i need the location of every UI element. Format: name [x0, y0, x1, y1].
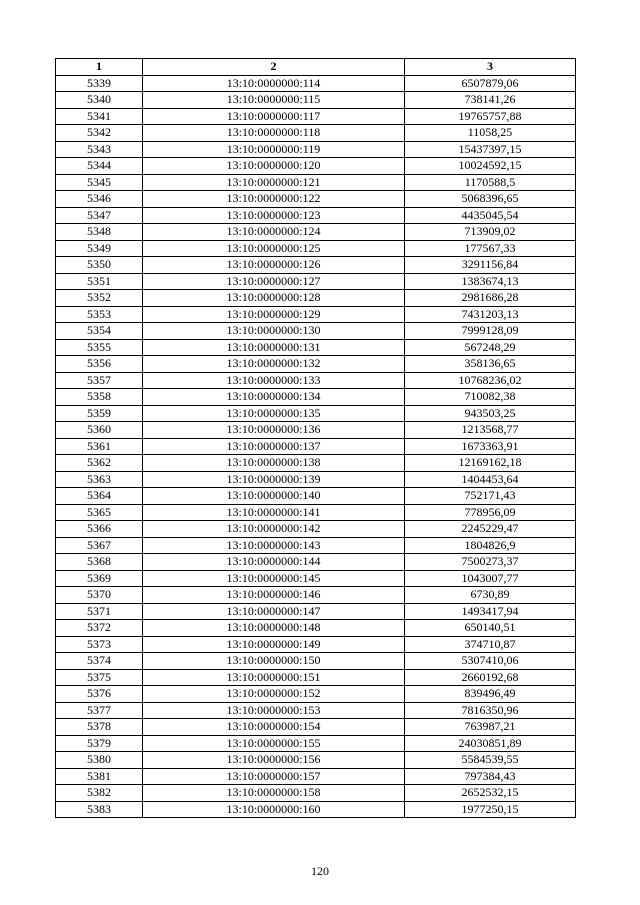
value-cell: 15437397,15: [405, 141, 576, 158]
cadastral-number-cell: 13:10:0000000:134: [143, 389, 405, 406]
row-number-cell: 5339: [56, 75, 143, 92]
row-number-cell: 5369: [56, 570, 143, 587]
data-table: [55, 58, 576, 818]
value-cell: 19765757,88: [405, 108, 576, 125]
value-cell: 567248,29: [405, 339, 576, 356]
cadastral-number-cell: 13:10:0000000:158: [143, 785, 405, 802]
row-number-cell: 5347: [56, 207, 143, 224]
header-row: [56, 59, 576, 76]
cadastral-number-cell: 13:10:0000000:123: [143, 207, 405, 224]
row-number-cell: 5382: [56, 785, 143, 802]
value-cell: 2652532,15: [405, 785, 576, 802]
table-row: [56, 405, 576, 422]
table-row: [56, 191, 576, 208]
row-number-cell: 5340: [56, 92, 143, 109]
table-row: [56, 603, 576, 620]
table-row: [56, 339, 576, 356]
value-cell: 778956,09: [405, 504, 576, 521]
table-row: [56, 785, 576, 802]
cadastral-number-cell: 13:10:0000000:142: [143, 521, 405, 538]
value-cell: 5584539,55: [405, 752, 576, 769]
row-number-cell: 5380: [56, 752, 143, 769]
table-row: [56, 587, 576, 604]
table-row: [56, 224, 576, 241]
row-number-cell: 5374: [56, 653, 143, 670]
value-cell: 5068396,65: [405, 191, 576, 208]
cadastral-number-cell: 13:10:0000000:154: [143, 719, 405, 736]
row-number-cell: 5349: [56, 240, 143, 257]
table-row: [56, 735, 576, 752]
table-row: [56, 702, 576, 719]
table-row: [56, 504, 576, 521]
cadastral-number-cell: 13:10:0000000:122: [143, 191, 405, 208]
cadastral-number-cell: 13:10:0000000:124: [143, 224, 405, 241]
table-row: [56, 768, 576, 785]
cadastral-number-cell: 13:10:0000000:139: [143, 471, 405, 488]
value-cell: 11058,25: [405, 125, 576, 142]
table-row: [56, 636, 576, 653]
value-cell: 2981686,28: [405, 290, 576, 307]
row-number-cell: 5350: [56, 257, 143, 274]
row-number-cell: 5345: [56, 174, 143, 191]
value-cell: 1043007,77: [405, 570, 576, 587]
row-number-cell: 5352: [56, 290, 143, 307]
value-cell: 1673363,91: [405, 438, 576, 455]
row-number-cell: 5358: [56, 389, 143, 406]
value-cell: 752171,43: [405, 488, 576, 505]
row-number-cell: 5376: [56, 686, 143, 703]
value-cell: 839496,49: [405, 686, 576, 703]
row-number-cell: 5361: [56, 438, 143, 455]
row-number-cell: 5372: [56, 620, 143, 637]
cadastral-number-cell: 13:10:0000000:148: [143, 620, 405, 637]
table-row: [56, 240, 576, 257]
table-row: [56, 554, 576, 571]
table-row: [56, 372, 576, 389]
row-number-cell: 5365: [56, 504, 143, 521]
value-cell: 6730,89: [405, 587, 576, 604]
value-cell: 797384,43: [405, 768, 576, 785]
value-cell: 650140,51: [405, 620, 576, 637]
cadastral-number-cell: 13:10:0000000:119: [143, 141, 405, 158]
row-number-cell: 5357: [56, 372, 143, 389]
value-cell: 1804826,9: [405, 537, 576, 554]
cadastral-number-cell: 13:10:0000000:140: [143, 488, 405, 505]
cadastral-number-cell: 13:10:0000000:151: [143, 669, 405, 686]
cadastral-number-cell: 13:10:0000000:126: [143, 257, 405, 274]
cadastral-number-cell: 13:10:0000000:136: [143, 422, 405, 439]
cadastral-number-cell: 13:10:0000000:135: [143, 405, 405, 422]
cadastral-number-cell: 13:10:0000000:152: [143, 686, 405, 703]
value-cell: 738141,26: [405, 92, 576, 109]
cadastral-number-cell: 13:10:0000000:128: [143, 290, 405, 307]
table-row: [56, 75, 576, 92]
cadastral-number-cell: 13:10:0000000:117: [143, 108, 405, 125]
table-row: [56, 669, 576, 686]
cadastral-number-cell: 13:10:0000000:138: [143, 455, 405, 472]
value-cell: 7999128,09: [405, 323, 576, 340]
cadastral-number-cell: 13:10:0000000:129: [143, 306, 405, 323]
column-header-2: 2: [143, 59, 405, 76]
row-number-cell: 5343: [56, 141, 143, 158]
cadastral-number-cell: 13:10:0000000:141: [143, 504, 405, 521]
value-cell: 4435045,54: [405, 207, 576, 224]
row-number-cell: 5341: [56, 108, 143, 125]
value-cell: 1404453,64: [405, 471, 576, 488]
table-row: [56, 620, 576, 637]
cadastral-number-cell: 13:10:0000000:155: [143, 735, 405, 752]
cadastral-number-cell: 13:10:0000000:131: [143, 339, 405, 356]
row-number-cell: 5371: [56, 603, 143, 620]
value-cell: 358136,65: [405, 356, 576, 373]
row-number-cell: 5351: [56, 273, 143, 290]
value-cell: 3291156,84: [405, 257, 576, 274]
table-row: [56, 455, 576, 472]
table-row: [56, 356, 576, 373]
value-cell: 713909,02: [405, 224, 576, 241]
cadastral-number-cell: 13:10:0000000:147: [143, 603, 405, 620]
table-row: [56, 719, 576, 736]
table-row: [56, 752, 576, 769]
value-cell: 1493417,94: [405, 603, 576, 620]
table-row: [56, 108, 576, 125]
table-row: [56, 537, 576, 554]
cadastral-number-cell: 13:10:0000000:115: [143, 92, 405, 109]
row-number-cell: 5364: [56, 488, 143, 505]
value-cell: 177567,33: [405, 240, 576, 257]
value-cell: 943503,25: [405, 405, 576, 422]
table-row: [56, 570, 576, 587]
table-row: [56, 290, 576, 307]
cadastral-number-cell: 13:10:0000000:114: [143, 75, 405, 92]
row-number-cell: 5368: [56, 554, 143, 571]
row-number-cell: 5383: [56, 801, 143, 818]
value-cell: 24030851,89: [405, 735, 576, 752]
row-number-cell: 5370: [56, 587, 143, 604]
row-number-cell: 5356: [56, 356, 143, 373]
cadastral-number-cell: 13:10:0000000:143: [143, 537, 405, 554]
row-number-cell: 5342: [56, 125, 143, 142]
table-row: [56, 653, 576, 670]
cadastral-number-cell: 13:10:0000000:150: [143, 653, 405, 670]
row-number-cell: 5373: [56, 636, 143, 653]
row-number-cell: 5359: [56, 405, 143, 422]
value-cell: 5307410,06: [405, 653, 576, 670]
cadastral-number-cell: 13:10:0000000:127: [143, 273, 405, 290]
row-number-cell: 5378: [56, 719, 143, 736]
row-number-cell: 5346: [56, 191, 143, 208]
row-number-cell: 5367: [56, 537, 143, 554]
table-row: [56, 257, 576, 274]
column-header-1: 1: [56, 59, 143, 76]
table-row: [56, 389, 576, 406]
table-row: [56, 141, 576, 158]
table-row: [56, 306, 576, 323]
row-number-cell: 5360: [56, 422, 143, 439]
cadastral-number-cell: 13:10:0000000:160: [143, 801, 405, 818]
page-number: 120: [311, 864, 329, 878]
value-cell: 1170588,5: [405, 174, 576, 191]
value-cell: 10768236,02: [405, 372, 576, 389]
cadastral-number-cell: 13:10:0000000:137: [143, 438, 405, 455]
row-number-cell: 5366: [56, 521, 143, 538]
table-header: [56, 59, 576, 76]
row-number-cell: 5354: [56, 323, 143, 340]
table-row: [56, 158, 576, 175]
row-number-cell: 5344: [56, 158, 143, 175]
cadastral-number-cell: 13:10:0000000:144: [143, 554, 405, 571]
cadastral-number-cell: 13:10:0000000:149: [143, 636, 405, 653]
value-cell: 2660192,68: [405, 669, 576, 686]
row-number-cell: 5377: [56, 702, 143, 719]
cadastral-number-cell: 13:10:0000000:157: [143, 768, 405, 785]
row-number-cell: 5381: [56, 768, 143, 785]
cadastral-number-cell: 13:10:0000000:125: [143, 240, 405, 257]
value-cell: 1383674,13: [405, 273, 576, 290]
value-cell: 12169162,18: [405, 455, 576, 472]
row-number-cell: 5375: [56, 669, 143, 686]
table-row: [56, 686, 576, 703]
value-cell: 6507879,06: [405, 75, 576, 92]
cadastral-number-cell: 13:10:0000000:130: [143, 323, 405, 340]
cadastral-number-cell: 13:10:0000000:156: [143, 752, 405, 769]
value-cell: 1977250,15: [405, 801, 576, 818]
column-header-3: 3: [405, 59, 576, 76]
value-cell: 1213568,77: [405, 422, 576, 439]
table-row: [56, 521, 576, 538]
row-number-cell: 5348: [56, 224, 143, 241]
cadastral-number-cell: 13:10:0000000:118: [143, 125, 405, 142]
row-number-cell: 5379: [56, 735, 143, 752]
row-number-cell: 5355: [56, 339, 143, 356]
table-row: [56, 488, 576, 505]
row-number-cell: 5362: [56, 455, 143, 472]
cadastral-number-cell: 13:10:0000000:121: [143, 174, 405, 191]
table-row: [56, 323, 576, 340]
value-cell: 10024592,15: [405, 158, 576, 175]
value-cell: 7816350,96: [405, 702, 576, 719]
cadastral-number-cell: 13:10:0000000:153: [143, 702, 405, 719]
table-row: [56, 125, 576, 142]
cadastral-number-cell: 13:10:0000000:120: [143, 158, 405, 175]
value-cell: 2245229,47: [405, 521, 576, 538]
cadastral-number-cell: 13:10:0000000:145: [143, 570, 405, 587]
row-number-cell: 5353: [56, 306, 143, 323]
value-cell: 7431203,13: [405, 306, 576, 323]
value-cell: 710082,38: [405, 389, 576, 406]
table-row: [56, 471, 576, 488]
document-table-container: [55, 58, 575, 818]
value-cell: 7500273,37: [405, 554, 576, 571]
cadastral-number-cell: 13:10:0000000:133: [143, 372, 405, 389]
cadastral-number-cell: 13:10:0000000:146: [143, 587, 405, 604]
table-row: [56, 92, 576, 109]
value-cell: 763987,21: [405, 719, 576, 736]
table-row: [56, 207, 576, 224]
table-row: [56, 273, 576, 290]
row-number-cell: 5363: [56, 471, 143, 488]
cadastral-number-cell: 13:10:0000000:132: [143, 356, 405, 373]
table-row: [56, 801, 576, 818]
table-body: [56, 75, 576, 818]
table-row: [56, 438, 576, 455]
table-row: [56, 174, 576, 191]
table-row: [56, 422, 576, 439]
value-cell: 374710,87: [405, 636, 576, 653]
